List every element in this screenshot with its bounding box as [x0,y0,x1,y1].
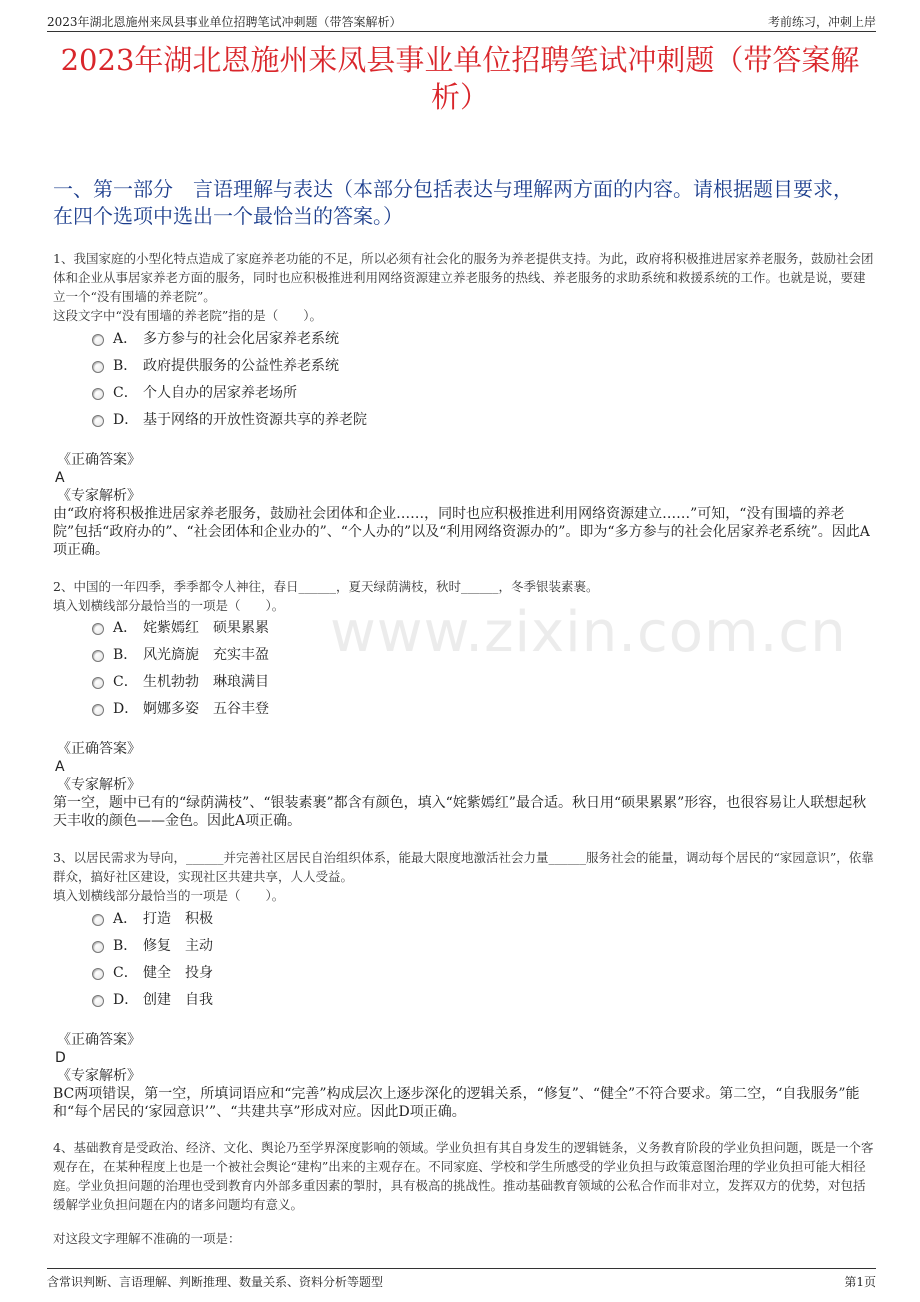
explanation-label: 《专家解析》 [57,488,141,504]
question-prompt: 填入划横线部分最恰当的一项是（ ）。 [53,888,285,903]
option-b[interactable]: B． 政府提供服务的公益性养老系统 [92,351,367,378]
options-q2 [92,613,269,721]
option-a[interactable]: A． 打造 积极 [92,904,213,931]
options-q3 [92,904,213,1012]
watermark: www.zixin.com.cn [330,600,847,665]
answer-label: 《正确答案》 [57,1032,141,1048]
options-q1 [92,324,367,432]
page-footer [47,1268,876,1292]
explanation-text: 第一空，题中已有的“绿荫满枝”、“银装素裹”都含有颜色，填入“姹紫嫣红”最合适。秋日用“硕果累累”形容，也很容易让人联想起秋天丰收的颜色——金色。因此A项正确。 [53,795,867,829]
header-document-title: 2023年湖北恩施州来凤县事业单位招聘笔试冲刺题（带答案解析） [47,15,402,29]
radio-button-icon[interactable] [92,623,104,635]
radio-button-icon[interactable] [92,361,104,373]
option-d[interactable]: D． 创建 自我 [92,985,213,1012]
correct-answer: A [55,759,65,775]
answer-label: 《正确答案》 [57,741,141,757]
option-c[interactable]: C． 个人自办的居家养老场所 [92,378,367,405]
answer-block-2 [53,740,874,830]
option-b[interactable]: B． 修复 主动 [92,931,213,958]
option-a[interactable]: A． 多方参与的社会化居家养老系统 [92,324,367,351]
radio-button-icon[interactable] [92,334,104,346]
page-header [47,10,876,32]
header-slogan: 考前练习，冲刺上岸 [767,15,876,29]
radio-button-icon[interactable] [92,415,104,427]
question-stem: 3、以居民需求为导向，______并完善社区居民自治组织体系，能最大限度地激活社会力量______服务社会的能量，调动每个居民的“家园意识”，依靠群众，搞好社区建设，实现社区共建共享，人人受益。 [53,850,874,884]
question-prompt: 这段文字中“没有围墙的养老院”指的是（ ）。 [53,308,323,323]
footer-question-types: 含常识判断、言语理解、判断推理、数量关系、资料分析等题型 [47,1275,384,1289]
answer-label: 《正确答案》 [57,452,141,468]
question-prompt: 填入划横线部分最恰当的一项是（ ）。 [53,598,285,613]
option-c[interactable]: C． 生机勃勃 琳琅满目 [92,667,269,694]
question-4-prompt [53,1229,874,1248]
question-4 [53,1138,874,1214]
radio-button-icon[interactable] [92,995,104,1007]
explanation-text: BC两项错误，第一空，所填词语应和“完善”构成层次上逐步深化的逻辑关系，“修复”、“健全”不符合要求。第二空，“自我服务”能和“每个居民的‘家园意识’”、“共建共享”形成对应。因此D项正确。 [53,1086,860,1120]
answer-block-3 [53,1031,874,1121]
radio-button-icon[interactable] [92,650,104,662]
explanation-label: 《专家解析》 [57,777,141,793]
radio-button-icon[interactable] [92,941,104,953]
page-number: 第1页 [844,1275,876,1289]
question-prompt: 对这段文字理解不准确的一项是： [53,1231,241,1246]
radio-button-icon[interactable] [92,388,104,400]
option-b[interactable]: B． 风光旖旎 充实丰盈 [92,640,269,667]
radio-button-icon[interactable] [92,914,104,926]
radio-button-icon[interactable] [92,968,104,980]
question-1 [53,249,874,325]
option-c[interactable]: C． 健全 投身 [92,958,213,985]
section-heading: 一、第一部分 言语理解与表达（本部分包括表达与理解两方面的内容。请根据题目要求，在四个选项中选出一个最恰当的答案。） [53,177,853,228]
question-stem: 2、中国的一年四季，季季都令人神往，春日______，夏天绿荫满枝，秋时______，冬季银装素裹。 [53,579,599,594]
question-3 [53,848,874,905]
question-stem: 4、基础教育是受政治、经济、文化、舆论乃至学界深度影响的领域。学业负担有其自身发生的逻辑链条，义务教育阶段的学业负担问题，既是一个客观存在，在某种程度上也是一个被社会舆论“建构”出来的主观存在。不同家庭、学校和学生所感受的学业负担与政策意图治理的学业负担可能大相径庭。学业负担问题的治理也受到教育内外部多重因素的掣肘，具有极高的挑战性。推动基础教育领域的公私合作而非对立，发挥双方的优势，对包括缓解学业负担问题在内的诸多问题均有意义。 [53,1140,874,1212]
correct-answer: A [55,470,65,486]
option-d[interactable]: D． 基于网络的开放性资源共享的养老院 [92,405,367,432]
option-a[interactable]: A． 姹紫嫣红 硕果累累 [92,613,269,640]
correct-answer: D [55,1050,66,1066]
radio-button-icon[interactable] [92,704,104,716]
explanation-label: 《专家解析》 [57,1068,141,1084]
option-d[interactable]: D． 婀娜多姿 五谷丰登 [92,694,269,721]
question-stem: 1、我国家庭的小型化特点造成了家庭养老功能的不足，所以必须有社会化的服务为养老提供支持。为此，政府将积极推进居家养老服务，鼓励社会团体和企业从事居家养老方面的服务，同时也应积极推进利用网络资源建立养老服务的热线、养老服务的求助系统和救援系统的工作。也就是说，要建立一个“没有围墙的养老院”。 [53,251,874,304]
explanation-text: 由“政府将积极推进居家养老服务，鼓励社会团体和企业……，同时也应积极推进利用网络资源建立……”可知，“没有围墙的养老院”包括“政府办的”、“社会团体和企业办的”、“个人办的”以及“利用网络资源办的”。即为“多方参与的社会化居家养老系统”。因此A项正确。 [53,506,870,558]
radio-button-icon[interactable] [92,677,104,689]
answer-block-1 [53,451,874,559]
page-title: 2023年湖北恩施州来凤县事业单位招聘笔试冲刺题（带答案解析） [60,43,860,114]
